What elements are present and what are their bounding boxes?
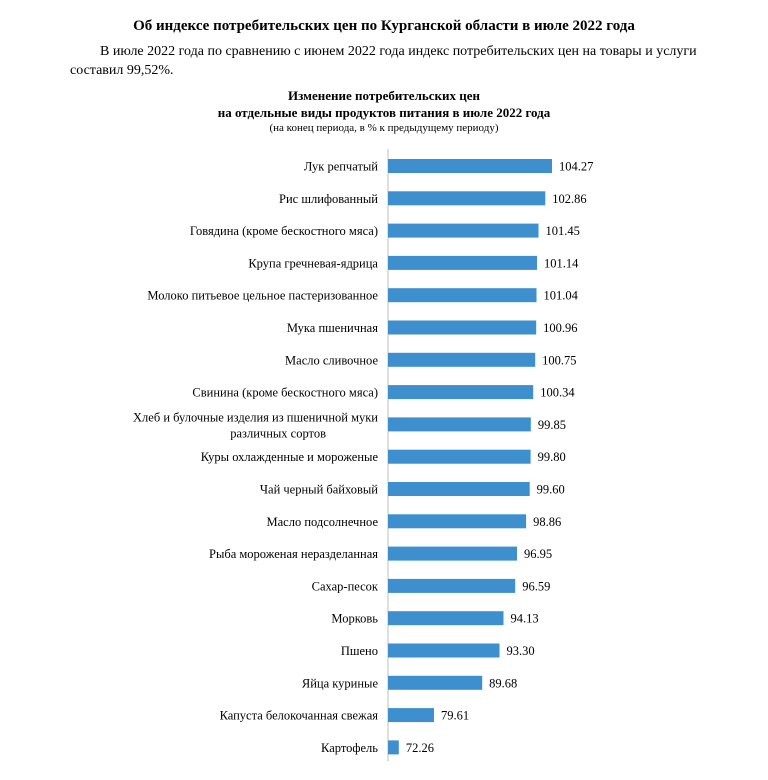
value-label-13: 96.59 [522, 579, 551, 594]
bar-2 [388, 224, 539, 238]
value-label-4: 101.04 [543, 288, 578, 303]
bar-chart [0, 145, 768, 770]
value-label-2: 101.45 [545, 224, 580, 239]
category-label-9: Куры охлажденные и мороженые [200, 450, 378, 465]
bar-17 [388, 708, 434, 722]
chart-title: Изменение потребительских цен [288, 88, 480, 103]
category-label-16: Яйца куриные [301, 676, 378, 691]
value-label-17: 79.61 [440, 708, 470, 723]
category-label-13: Сахар-песок [311, 579, 378, 594]
bar-9 [388, 450, 531, 464]
value-label-6: 100.75 [542, 353, 577, 368]
category-label-17: Капуста белокочанная свежая [219, 708, 378, 723]
chart-subtitle: (на конец периода, в % к предыдущему периоду) [269, 122, 499, 134]
bar-6 [388, 353, 535, 367]
value-label-16: 89.68 [489, 676, 518, 691]
category-label-4: Молоко питьевое цельное пастеризованное [147, 288, 378, 303]
bar-13 [388, 579, 515, 593]
category-label-15: Пшено [340, 644, 378, 658]
value-label-1: 102.86 [552, 191, 587, 206]
category-label-1: Рис шлифованный [279, 191, 378, 206]
document-title: Об индексе потребительских цен по Курганской области в июле 2022 года [133, 18, 635, 34]
category-label-6: Масло сливочное [285, 353, 378, 368]
bar-7 [388, 385, 533, 399]
category-label-5: Мука пшеничная [286, 321, 378, 335]
value-label-14: 94.13 [510, 611, 539, 626]
category-label-18: Картофель [321, 740, 378, 755]
value-label-3: 101.14 [544, 256, 579, 271]
bar-3 [388, 256, 537, 270]
category-label-8: Хлеб и булочные изделия из пшеничной муки различных сортов [133, 410, 378, 441]
bar-4 [388, 288, 537, 302]
bar-0 [388, 159, 552, 173]
value-label-5: 100.96 [543, 321, 578, 335]
intro-paragraph: В июле 2022 года по сравнению с июнем 2022 года индекс потребительских цен на товары и услуги составил 99,52%. [70, 44, 697, 78]
value-label-15: 93.30 [506, 644, 535, 658]
bar-11 [388, 514, 526, 528]
category-label-12: Рыба мороженая неразделанная [209, 547, 378, 562]
category-label-7: Свинина (кроме бескостного мяса) [192, 385, 378, 400]
category-label-11: Масло подсолнечное [266, 514, 378, 529]
bar-10 [388, 482, 530, 496]
bar-18 [388, 740, 399, 754]
chart-title-line2: на отдельные виды продуктов питания в июле 2022 года [217, 105, 551, 120]
bar-16 [388, 676, 482, 690]
bar-1 [388, 191, 545, 205]
value-label-8: 99.85 [537, 417, 566, 432]
value-label-18: 72.26 [405, 740, 434, 755]
category-label-14: Морковь [331, 611, 378, 626]
bar-8 [388, 417, 531, 431]
value-label-11: 98.86 [533, 514, 562, 529]
value-label-7: 100.34 [540, 385, 575, 400]
bar-5 [388, 321, 536, 335]
value-label-0: 104.27 [559, 159, 594, 174]
value-label-12: 96.95 [523, 547, 553, 562]
category-label-10: Чай черный байховый [259, 482, 378, 497]
category-label-0: Лук репчатый [303, 159, 378, 174]
bar-12 [388, 547, 517, 561]
bar-15 [388, 644, 500, 658]
category-label-3: Крупа гречневая-ядрица [248, 256, 378, 271]
category-label-2: Говядина (кроме бескостного мяса) [189, 224, 378, 239]
value-label-10: 99.60 [536, 482, 565, 497]
bar-14 [388, 611, 504, 625]
value-label-9: 99.80 [537, 450, 566, 465]
